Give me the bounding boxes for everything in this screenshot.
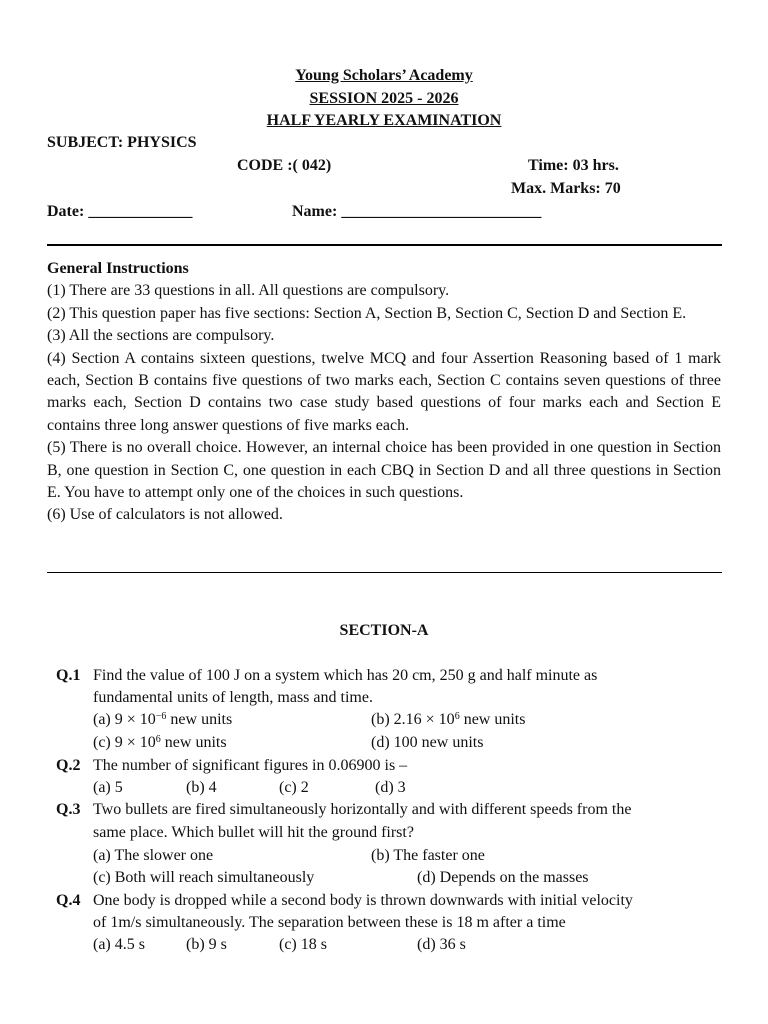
question-text: One body is dropped while a second body is thrown downwards with initial velocity — [93, 892, 633, 909]
subject-label: SUBJECT: PHYSICS — [47, 134, 197, 151]
option-text: new units — [459, 711, 526, 728]
exponent: 6 — [454, 711, 460, 722]
option-text: (c) 9 × 10 — [93, 734, 156, 751]
general-instructions — [47, 258, 721, 527]
option-a: (a) The slower one — [93, 847, 214, 864]
question-text: The number of significant figures in 0.06900 is – — [93, 757, 408, 774]
option-d: (d) 100 new units — [371, 734, 484, 751]
option-text: new units — [160, 734, 227, 751]
option-d: (d) 3 — [375, 779, 406, 796]
school-name: Young Scholars’ Academy — [295, 67, 473, 84]
max-marks: Max. Marks: 70 — [511, 180, 621, 197]
exponent: −6 — [155, 711, 167, 722]
option-d: (d) 36 s — [417, 936, 466, 953]
time-allowed: Time: 03 hrs. — [528, 157, 619, 174]
question-text: of 1m/s simultaneously. The separation between these is 18 m after a time — [93, 914, 566, 931]
question-text: same place. Which bullet will hit the ground first? — [93, 824, 414, 841]
option-b: (b) 4 — [186, 779, 217, 796]
question-text: Two bullets are fired simultaneously horizontally and with different speeds from the — [93, 801, 632, 818]
session-title: SESSION 2025 - 2026 — [309, 90, 459, 107]
subject-code: CODE :( 042) — [237, 157, 332, 174]
option-c: (c) Both will reach simultaneously — [93, 869, 315, 886]
instructions-divider — [47, 572, 722, 573]
question-text: fundamental units of length, mass and time. — [93, 689, 373, 706]
option-b: (b) 9 s — [186, 936, 227, 953]
instructions-heading: General Instructions — [47, 260, 189, 277]
question-number: Q.4 — [56, 892, 81, 909]
instruction-item: (5) There is no overall choice. However, an internal choice has been provided in one question in Section B, one question in Section C, one question in each CBQ in Section D and all three questions in Section E. You have to attempt only one of the choices in such questions. — [47, 439, 721, 502]
date-field: Date: _____________ — [47, 203, 193, 220]
instruction-item: (6) Use of calculators is not allowed. — [47, 506, 283, 524]
option-b — [371, 709, 525, 731]
option-a: (a) 4.5 s — [93, 936, 145, 953]
option-c — [93, 732, 227, 754]
section-title: SECTION-A — [339, 622, 429, 639]
option-c: (c) 18 s — [279, 936, 327, 953]
name-field: Name: _________________________ — [292, 203, 542, 220]
question-number: Q.3 — [56, 801, 81, 818]
option-a — [93, 709, 232, 731]
option-d: (d) Depends on the masses — [417, 869, 589, 886]
question-number: Q.2 — [56, 757, 81, 774]
instruction-item: (1) There are 33 questions in all. All questions are compulsory. — [47, 282, 450, 300]
question-number: Q.1 — [56, 667, 81, 684]
exponent: 6 — [155, 734, 161, 745]
option-text: (a) 9 × 10 — [93, 711, 156, 728]
question-text: Find the value of 100 J on a system which has 20 cm, 250 g and half minute as — [93, 667, 598, 684]
exam-title: HALF YEARLY EXAMINATION — [266, 112, 502, 129]
instruction-item: (2) This question paper has five sections: Section A, Section B, Section C, Section D and Section E. — [47, 304, 687, 322]
instruction-item: (4) Section A contains sixteen questions, twelve MCQ and four Assertion Reasoning based of 1 mark each, Section B contains five questions of two marks each, Section C contains seven questions of three marks each, Section D contains two case study based questions of four marks each and Section E contains three long answer questions of five marks each. — [47, 349, 721, 434]
instruction-item: (3) All the sections are compulsory. — [47, 327, 275, 345]
option-c: (c) 2 — [279, 779, 309, 796]
option-text: (b) 2.16 × 10 — [371, 711, 455, 728]
option-text: new units — [166, 711, 233, 728]
option-a: (a) 5 — [93, 779, 123, 796]
option-b: (b) The faster one — [371, 847, 485, 864]
header-divider — [47, 244, 722, 246]
